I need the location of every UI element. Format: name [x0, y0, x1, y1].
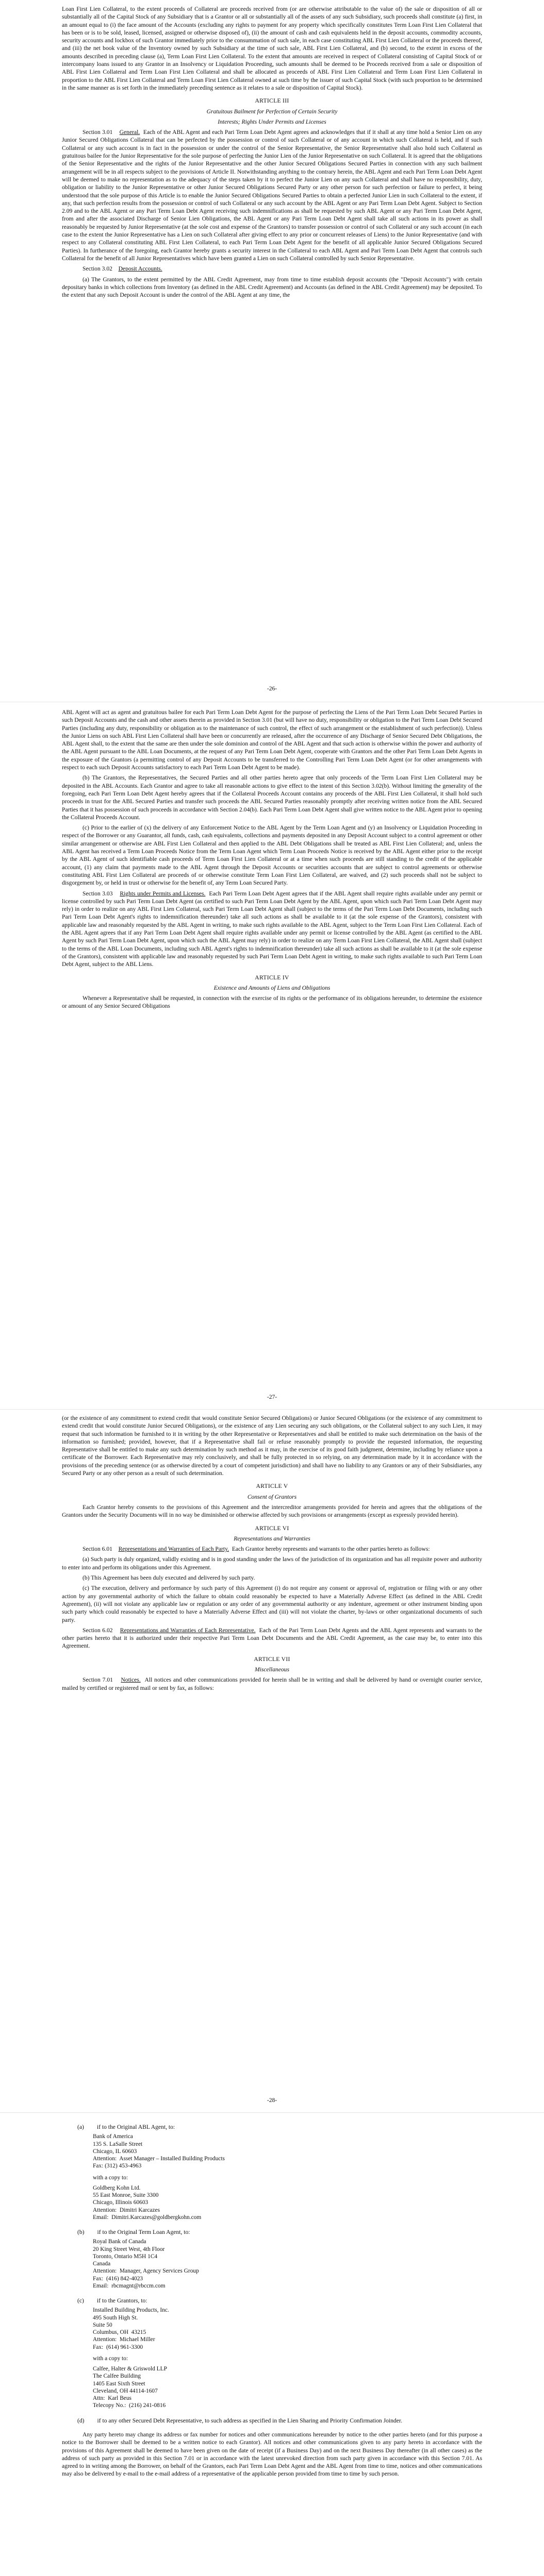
item-label: (c)	[77, 2297, 84, 2304]
item-text: if to the Grantors, to:	[96, 2297, 147, 2304]
address-term-loan-agent	[93, 2238, 482, 2290]
address-line: Toronto, Ontario M5H 1C4	[93, 2253, 158, 2260]
section-heading: Notices.	[121, 1676, 141, 1684]
article-title: Miscellaneous	[255, 1666, 289, 1673]
copy-label: with a copy to:	[93, 2174, 128, 2181]
article-title: Gratuitous Bailment for Perfection of Certain Security	[206, 108, 338, 115]
address-line: Columbus, OH 43215	[93, 2329, 146, 2336]
section-3-02-a: (a) The Grantors, to the extent permitted by the ABL Credit Agreement, may from time to time establish deposit accounts (the "Deposit Accounts") with certain depositary banks in which collections from Inventory (as defined in the ABL Credit Agreement) and Accounts (as defined in the ABL Credit Agreement) may be deposited. To the extent that any such Deposit Account is under the control of the ABL Agent at any time, the	[62, 276, 482, 299]
address-line: Fax: (416) 842-4023	[93, 2275, 143, 2282]
address-line: Suite 50	[93, 2321, 112, 2328]
address-line: 495 South High St.	[93, 2314, 138, 2321]
item-text: if to any other Secured Debt Representative, to such address as specified in the Lien Sharing and Priority Confirmation Joinder.	[97, 2417, 402, 2424]
address-abl-agent	[93, 2133, 482, 2221]
section-heading: Representations and Warranties of Each Representative.	[120, 1626, 256, 1634]
address-line: Attention: Dimitri Karcazes	[93, 2207, 160, 2213]
document-page-29	[62, 2120, 482, 2481]
notice-abl-agent-label	[77, 2123, 482, 2131]
section-3-02-b: (b) The Grantors, the Representatives, the Secured Parties and all other parties hereto agree that only proceeds of the Term Loan First Lien Collateral may be deposited in the ABL Accounts. Each Grantor and agree to take all reasonable actions to give effect to the intent of this Section 3.02(b). Without limiting the generality of the foregoing, each Pari Term Loan Debt Agent hereby agrees that if the Collateral Proceeds Account contains any proceeds of the ABL First Lien Collateral, it shall hold such proceeds in trust for the ABL Secured Parties and transfer such proceeds the ABL Secured Parties reasonably promptly after receiving written notice from the ABL Secured Parties that it has possession of such proceeds in accordance with Section 2.04(b). Each Pari Term Loan Debt Agent shall give written notice to the ABL Agent prior to opening the Collateral Proceeds Account.	[62, 774, 482, 821]
page-divider	[0, 1409, 544, 1410]
section-6-01-a: (a) Such party is duly organized, validly existing and is in good standing under the laws of the jurisdiction of its organization and has all requisite power and authority to enter into and perform its obligations under this Agreement.	[62, 1556, 482, 1571]
section-number: Section 3.01	[83, 129, 113, 136]
paragraph-notice-changes: Any party hereto may change its address or fax number for notices and other communications hereunder by notice to the other parties hereto (and for this purpose a notice to the Borrower shall be deemed to be a written notice to each Grantor). All notices and other communications given to any party hereto in accordance with the provisions of this Agreement shall be deemed to have been given on the date of receipt (if a Business Day) and on the next Business Day thereafter (in all other cases) as the address of such party as provided in this Section 7.01 or in accordance with the latest unrevoked direction from such party given in accordance with this Section 7.01. As agreed to in writing among the Borrower, on behalf of the Grantors, each Pari Term Loan Debt Agent and the ABL Agent from time to time, notices and other communications may also be delivered by e-mail to the e-mail address of a representative of the applicable person provided from time to time by such person.	[62, 2431, 482, 2478]
address-line: 135 S. LaSalle Street	[93, 2141, 143, 2147]
address-line: Goldberg Kohn Ltd.	[93, 2184, 141, 2191]
section-body: Each Pari Term Loan Debt Agent agrees that if the ABL Agent shall require rights available under any permit or license controlled by such Pari Term Loan Debt Agent (as certified to such Pari Term Loan Debt Agent by the ABL Agent, upon which such Pari Term Loan Debt Agent may rely) in order to realize on any ABL First Lien Collateral, such Pari Term Loan Debt Agent shall (subject to the terms of the Pari Term Loan Debt Documents, including such Pari Term Loan Debt Agent's rights to indemnification thereunder) take all such actions as shall be available to it (at the sole expense of the Grantors), consistent with applicable law and reasonably requested by the ABL Agent in writing, to make such rights available to the ABL Agent, subject to the Term Loan First Lien Collateral. Each of the ABL Agent agrees that if any Pari Term Loan Debt Agent shall require rights available under any permit or license controlled by the ABL Agent (as certified to the ABL Agent by such Pari Term Loan Debt Agent, upon which such the ABL Agent may rely) in order to realize on any Term Loan First Lien Collateral, the ABL Agent shall (subject to the terms of the ABL Loan Documents, including such ABL Agent's rights to indemnification thereunder) take all such actions as shall be available to it (at the sole expense of the Grantors), consistent with applicable law and reasonably requested by such Pari Term Loan Debt Agent in writing, to make such rights available to such Pari Term Loan Debt Agent, subject to the ABL Liens.	[62, 890, 483, 968]
address-line: Email: Dimitri.Karcazes@goldbergkohn.com	[93, 2214, 202, 2221]
notice-grantors-label	[77, 2297, 482, 2304]
copy-label: with a copy to:	[93, 2355, 128, 2362]
address-line: Telecopy No.: (216) 241-0816	[93, 2402, 166, 2409]
article-heading: ARTICLE V	[256, 1483, 288, 1490]
address-line: Bank of America	[93, 2133, 133, 2140]
address-line: Calfee, Halter & Griswold LLP	[93, 2366, 167, 2372]
address-line: Email: rbcmagnt@rbccm.com	[93, 2282, 166, 2289]
address-line: Canada	[93, 2261, 111, 2267]
address-line: Attention: Michael Miller	[93, 2336, 155, 2343]
item-text: if to the Original Term Loan Agent, to:	[97, 2229, 190, 2236]
document-page-26	[62, 5, 482, 301]
paragraph-existence-liens: Whenever a Representative shall be requested, in connection with the exercise of its rights or the performance of its obligations hereunder, to determine the existence or amount of any Senior Secured Obligations	[62, 995, 482, 1010]
address-line: Attention: Asset Manager – Installed Building Products	[93, 2156, 225, 2162]
address-line: 1405 East Sixth Street	[93, 2380, 145, 2387]
section-3-02-c: (c) Prior to the earlier of (x) the delivery of any Enforcement Notice to the ABL Agent by the Term Loan Agent and (y) an Insolvency or Liquidation Proceeding in respect of the Borrower or any Guarantor, all funds, cash, cash equivalents, collections and payments deposited in any Deposit Account subject to a control agreement or other similar arrangement or otherwise are ABL First Lien Collateral and then applied to the ABL Debt Obligations shall be treated as ABL First Lien Collateral; and, unless the ABL Agent has received a Term Loan Proceeds Notice from the Term Loan Agent which Term Loan Proceeds Notice is received by the ABL Agent either prior to the receipt by the ABL Agent of such identifiable cash proceeds of Term Loan First Lien Collateral or at a time when such proceeds are still standing to the credit of the applicable account, (1) any claim that payments made to the ABL Agent through the Deposit Accounts or securities accounts that are subject to control agreements or otherwise constituting ABL First Lien Collateral are proceeds of or otherwise constitute Term Loan First Lien Collateral, are waived, and (2) such proceeds shall not be subject to disgorgement by, or held in trust or otherwise for the benefit of, any Term Loan Secured Party.	[62, 824, 482, 887]
section-6-01-b: (b) This Agreement has been duly executed and delivered by such party.	[83, 1574, 255, 1582]
paragraph-abl-bailee: ABL Agent will act as agent and gratuitous bailee for each Pari Term Loan Debt Agent for the purpose of perfecting the Liens of the Pari Term Loan Debt Secured Parties in such Deposit Accounts and the cash and other assets therein as provided in Section 3.01 (but will have no duty, responsibility or obligation to the Pari Term Loan Debt Secured Parties (including any duty, responsibility or obligation as to the maintenance of such control, the effect of such arrangement or the establishment of such perfection)). Unless the Junior Liens on such ABL First Lien Collateral shall have been or concurrently are released, after the occurrence of any Discharge of Senior Secured Debt Obligations, the ABL Agent shall, to the extent that the same are then under the sole dominion and control of the ABL Agent and that such action is otherwise within the power and authority of the ABL Agent pursuant to the ABL Loan Documents, at the request of any Pari Term Loan Debt Agent, cooperate with Grantors and the other Pari Term Loan Debt Agents in the exposure of the Grantors (a permitting control of any Deposit Accounts to be transferred to the Controlling Pari Term Loan Debt Agent (or for other arrangements with respect to each such Deposit Accounts satisfactory to each Pari Term Loan Debt Agent to be made).	[62, 709, 482, 771]
section-number: Section 7.01	[83, 1676, 113, 1684]
section-number: Section 6.02	[83, 1626, 113, 1634]
section-body: All notices and other communications provided for herein shall be in writing and shall be delivered by hand or overnight courier service, mailed by certified or registered mail or sent by fax, as follows:	[62, 1676, 483, 1691]
section-6-01	[62, 1545, 482, 1553]
article-title: Representations and Warranties	[234, 1535, 310, 1542]
item-label: (d)	[77, 2417, 85, 2424]
section-body: Each of the ABL Agent and each Pari Term Loan Debt Agent agrees and acknowledges that if it shall at any time hold a Senior Lien on any Junior Secured Obligations Collateral that can be perfected by the possession or control of such Collateral or of any account in which such Collateral is held, and if such Collateral or any such account is in fact in the possession or under the control of the Senior Representative, the Senior Representative shall also hold such Collateral as gratuitous bailee for the Junior Representative for the sole purpose of perfecting the Junior Lien of the Junior Representative on such Collateral. It is agreed that the obligations of the Senior Representative and the rights of the Junior Representative and the other Junior Secured Obligations Secured Parties in connection with any such bailment arrangement will be in all respects subject to the provisions of Article II. Notwithstanding anything to the contrary herein, the ABL Agent and each Pari Term Loan Debt Agent will be deemed to make no representation as to the adequacy of the steps taken by it to perfect the Junior Lien on any such Collateral and shall have no responsibility, duty, obligation or liability to the Junior Representative or other Junior Secured Obligations Secured Party or any other person for such perfection or failure to perfect, it being understood that the sole purpose of this Article is to enable the Junior Secured Obligations Secured Parties to obtain a perfected Junior Lien in such Collateral to the extent, if any, that such perfection results from the possession or control of such Collateral or any such account by the ABL Agent or any Pari Term Loan Debt Agent. Subject to Section 2.09 and to the ABL Agent or any Pari Term Loan Debt Agent receiving such indemnifications as shall be requested by such ABL Agent or any Pari Term Loan Debt Agent, from and after the associated Discharge of Senior Lien Obligations, the ABL Agent or any Pari Term Loan Debt Agent shall take all such actions in its power as shall reasonably be requested by Junior Representative (at the sole cost and expense of the Grantors) to transfer possession or control of such Collateral or any such account (in each case to the extent the Junior Representative has a Lien on such Collateral after giving effect to any prior or concurrent releases of Liens) to the Junior Representative (and with respect to any Collateral constituting ABL First Lien Collateral, to each Pari Term Loan Debt Agent for the benefit of all applicable Junior Secured Obligations Secured Parties). In furtherance of the foregoing, each Grantor hereby grants a security interest in the Collateral to each ABL Agent and Pari Term Loan Debt Agent that controls such Collateral for the benefit of all Junior Representatives which have been granted a Lien on such Collateral controlled by such Senior Representative.	[62, 129, 483, 262]
section-6-01-c: (c) The execution, delivery and performance by such party of this Agreement (i) do not require any consent or approval of, registration or filing with or any other action by any governmental authority of which the failure to obtain could reasonably be expected to have a Materially Adverse Effect (as defined in the ABL Credit Agreement), (ii) will not violate any applicable law or regulation or any order of any governmental authority or any indenture, agreement or other instrument binding upon such party which could reasonably be expected to have a Materially Adverse Effect and (iii) will not violate the charter, by-laws or other organizational documents of such party.	[62, 1585, 482, 1623]
document-page-27	[62, 708, 482, 1013]
section-heading: Deposit Accounts.	[118, 265, 162, 273]
section-body: Each Grantor hereby represents and warrants to the other parties hereto as follows:	[232, 1546, 430, 1553]
section-heading: General.	[119, 129, 140, 136]
address-line: Chicago, IL 60603	[93, 2148, 137, 2155]
address-line: Cleveland, OH 44114-1607	[93, 2387, 158, 2394]
article-heading: ARTICLE IV	[255, 974, 289, 981]
address-line: Chicago, Illinois 60603	[93, 2199, 149, 2206]
item-label: (a)	[77, 2124, 84, 2130]
address-grantors	[93, 2307, 482, 2409]
section-heading: Rights under Permits and Licenses.	[120, 890, 206, 897]
page-number: -27-	[267, 1394, 277, 1400]
address-line: Installed Building Products, Inc.	[93, 2307, 169, 2314]
address-line: Fax: (614) 961-3300	[93, 2344, 143, 2350]
section-3-01	[62, 128, 482, 262]
address-line: Attention: Manager, Agency Services Group	[93, 2268, 199, 2275]
page-divider	[0, 2112, 544, 2113]
paragraph-allocation-proceeds: Loan First Lien Collateral, to the extent proceeds of Collateral are proceeds received from (or are otherwise attributable to the value of) the sale or disposition of all or substantially all of the Capital Stock of any Subsidiary that is a Grantor or all or substantially all of the assets of any such Subsidiary, such proceeds shall constitute (a) first, in an amount equal to (i) the face amount of the Accounts (excluding any rights to payment for any property which specifically constitutes Term Loan First Lien Collateral that has been or is to be sold, leased, licensed, assigned or otherwise disposed of), (ii) the amount of cash and cash equivalents held in the deposit accounts, commodity accounts, security accounts and lockbox of such Grantor immediately prior to the consummation of such sale, in each case constituting ABL First Lien Collateral or the proceeds thereof, and (iii) the net book value of the Inventory owned by such Subsidiary at the time of such sale, ABL First Lien Collateral, and (b) second, to the extent in excess of the amounts described in preceding clause (a), Term Loan First Lien Collateral. To the extent that amounts are received in respect of Collateral consisting of Capital Stock of or intercompany loans issued to any Grantor in an Insolvency or Liquidation Proceeding, such amounts shall be deemed to be Proceeds received from a sale or disposition of ABL First Lien Collateral and Term Loan First Lien Collateral and shall be allocated as proceeds of ABL First Lien Collateral and Term Loan First Lien Collateral in proportion to the ABL First Lien Collateral and Term Loan First Lien Collateral owned at such time by the issuer of such Capital Stock (with such proportion to be determined in the same manner as is set forth in the immediately preceding sentence as it relates to a sale or disposition of Capital Stock).	[62, 6, 482, 91]
item-label: (b)	[77, 2229, 85, 2236]
section-heading: Representations and Warranties of Each Party.	[118, 1546, 229, 1553]
address-line: 20 King Street West, 4th Floor	[93, 2246, 165, 2252]
page-number: -26-	[267, 685, 277, 692]
document-page-28	[62, 1414, 482, 1694]
notice-other-representative-label	[77, 2417, 482, 2425]
paragraph-existence-continued: (or the existence of any commitment to extend credit that would constitute Senior Secured Obligations) or Junior Secured Obligations (or the existence of any commitment to extend credit that would constitute Junior Secured Obligations), or the existence of any Lien securing any such obligations, or the Collateral subject to any such Lien, it may request that such information be furnished to it in writing by the other Representative or Representatives and shall be entitled to make such determination on the basis of the information so furnished; provided, however, that if a Representative shall fail or refuse reasonably promptly to provide the requested information, the requesting Representative shall be entitled to make any such determination by such method as it may, in the exercise of its good faith judgment, determine, including by reliance upon a certificate of the Borrower. Each Representative may rely conclusively, and shall be fully protected in so relying, on any determination made by it in accordance with the provisions of the preceding sentence (or as otherwise directed by a court of competent jurisdiction) and shall have no liability to any Grantors or any of their Subsidiaries, any Secured Party or any other person as a result of such determination.	[62, 1415, 482, 1477]
page-number: -28-	[267, 2097, 277, 2104]
article-title: Consent of Grantors	[247, 1493, 297, 1500]
article-title: Existence and Amounts of Liens and Obligations	[213, 984, 331, 991]
article-heading: ARTICLE III	[255, 97, 289, 105]
address-line: 55 East Monroe, Suite 3300	[93, 2192, 159, 2199]
item-text: if to the Original ABL Agent, to:	[96, 2124, 175, 2130]
paragraph-consent: Each Grantor hereby consents to the provisions of this Agreement and the intercreditor arrangements provided for herein and agrees that the obligations of the Grantors under the Security Documents will in no way be diminished or otherwise affected by such provisions or arrangements (except as expressly provided herein).	[62, 1503, 482, 1519]
section-number: Section 3.02	[83, 265, 112, 273]
address-line: Fax: (312) 453-4963	[93, 2163, 142, 2170]
section-3-02	[62, 265, 482, 273]
article-heading: ARTICLE VII	[254, 1655, 290, 1663]
address-line: The Calfee Building	[93, 2373, 141, 2380]
article-heading: ARTICLE VI	[255, 1524, 289, 1532]
section-number: Section 6.01	[83, 1546, 112, 1553]
address-line: Royal Bank of Canada	[93, 2239, 146, 2245]
section-6-02	[62, 1626, 482, 1650]
section-number: Section 3.03	[83, 890, 113, 897]
section-body: Each of the Pari Term Loan Debt Agents and the ABL Agent represents and warrants to the other parties hereto that it is authorized under their respective Pari Term Loan Debt Documents and the ABL Credit Agreement, as the case may be, to enter into this Agreement.	[62, 1626, 483, 1650]
section-7-01	[62, 1676, 482, 1692]
notice-term-loan-agent-label	[77, 2228, 482, 2236]
article-title-line2: Interests; Rights Under Permits and Licenses	[218, 118, 326, 125]
address-line: Attn: Karl Beus	[93, 2395, 131, 2402]
section-3-03	[62, 890, 482, 969]
